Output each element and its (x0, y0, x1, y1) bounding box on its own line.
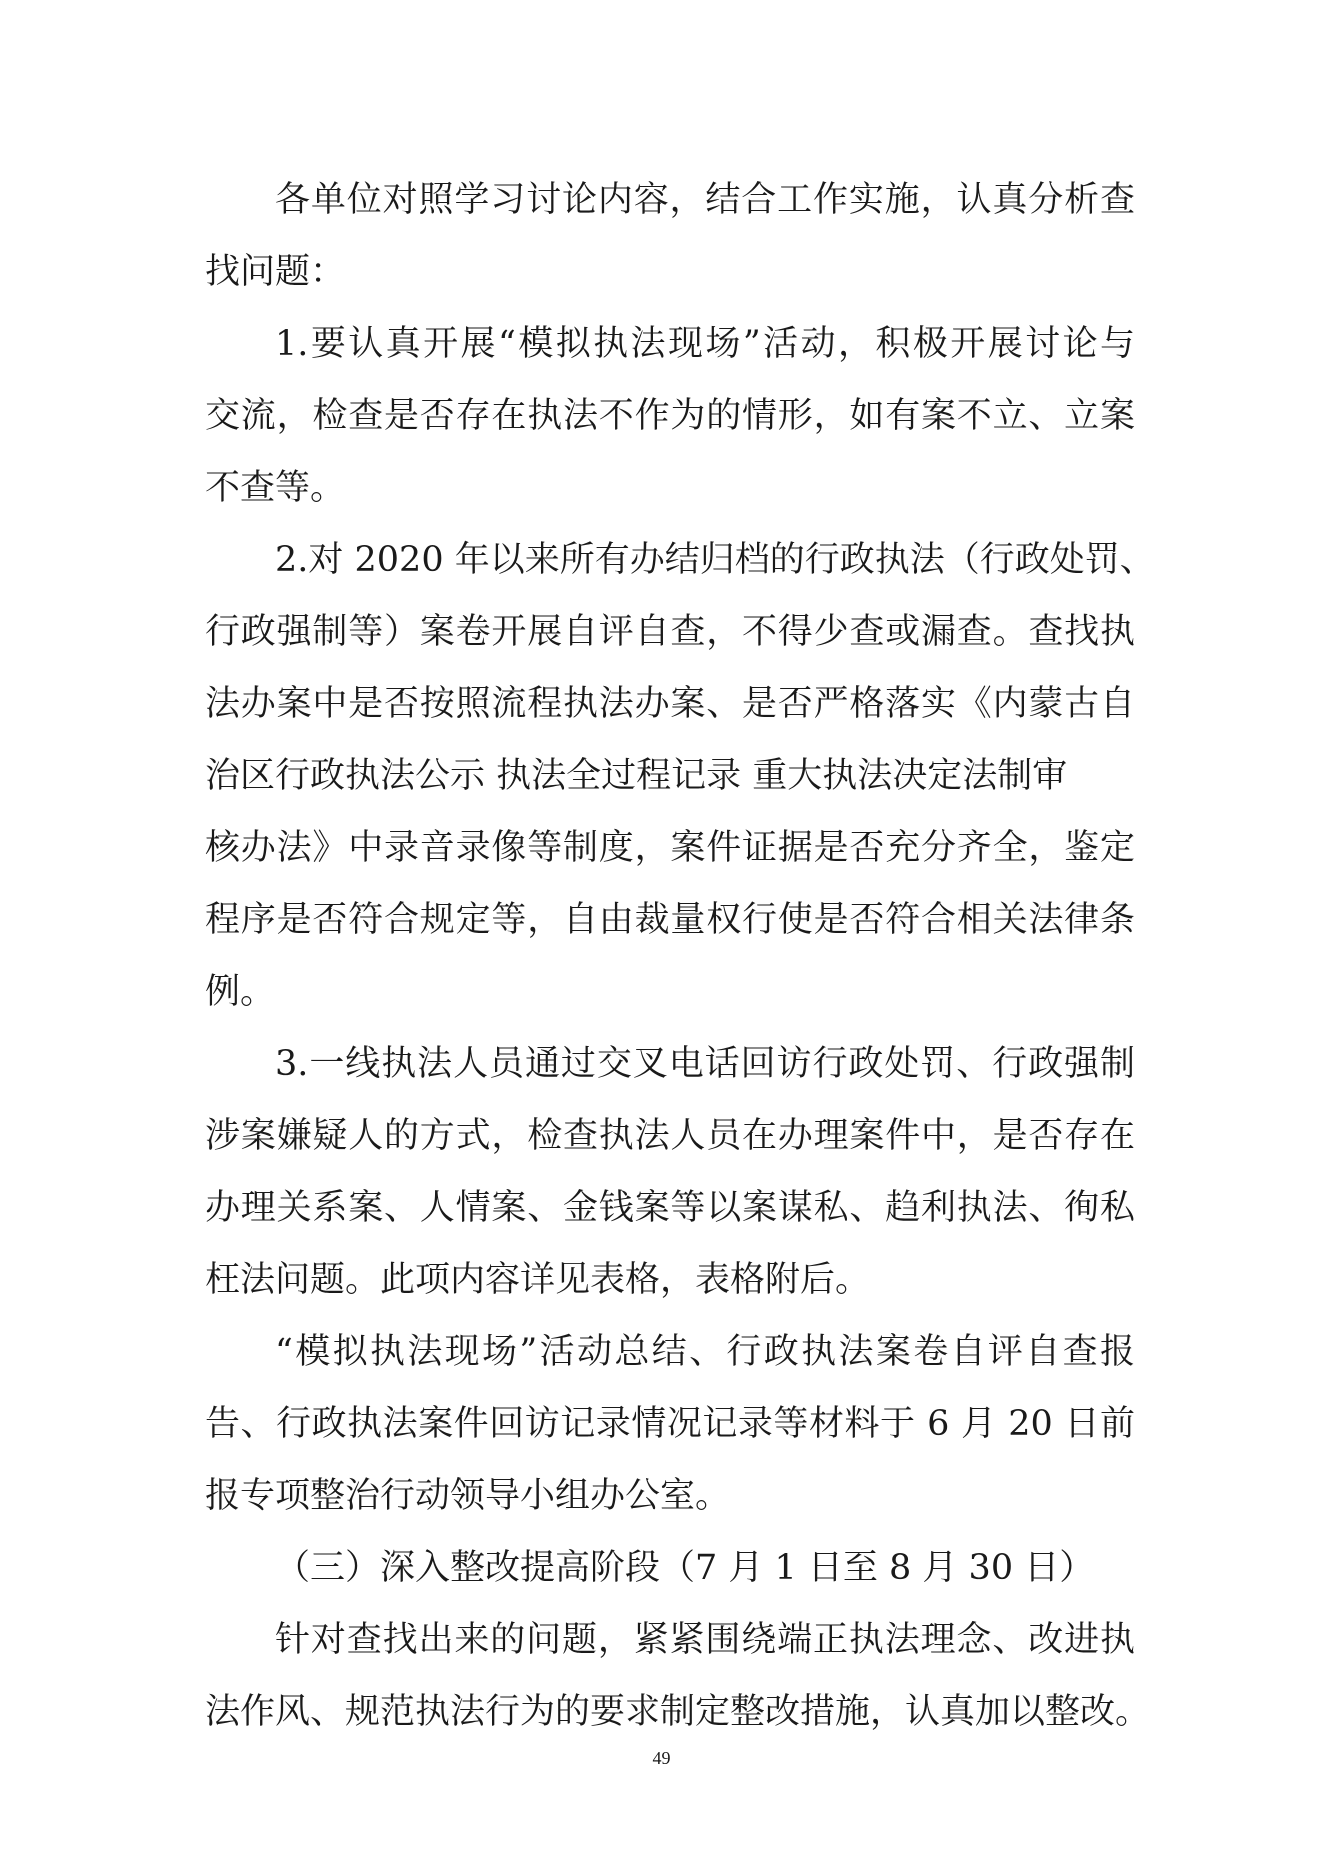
list-item-2-line: 2.对 2020 年以来所有办结归档的行政执法（行政处罚、 (275, 540, 1155, 580)
section-heading: （三）深入整改提高阶段（7 月 1 日至 8 月 30 日） (275, 1548, 1095, 1588)
paragraph-line: “模拟执法现场”活动总结、行政执法案卷自评自查报 (275, 1332, 1135, 1372)
paragraph-line: 找问题： (205, 252, 346, 292)
list-item-2-line: 法办案中是否按照流程执法办案、是否严格落实《内蒙古自 (205, 684, 1135, 724)
list-item-3-line: 3.一线执法人员通过交叉电话回访行政处罚、行政强制 (275, 1044, 1135, 1084)
list-item-3-line: 办理关系案、人情案、金钱案等以案谋私、趋利执法、徇私 (205, 1188, 1135, 1228)
list-item-3-line: 枉法问题。此项内容详见表格，表格附后。 (205, 1260, 871, 1300)
list-item-2-line: 程序是否符合规定等，自由裁量权行使是否符合相关法律条 (205, 900, 1135, 940)
list-item-2-line: 核办法》中录音录像等制度，案件证据是否充分齐全，鉴定 (205, 828, 1135, 868)
paragraph-line: 针对查找出来的问题，紧紧围绕端正执法理念、改进执 (275, 1620, 1135, 1660)
page-number: 49 (652, 1748, 671, 1768)
list-item-3-line: 涉案嫌疑人的方式，检查执法人员在办理案件中，是否存在 (205, 1116, 1135, 1156)
list-item-2-line: 行政强制等）案卷开展自评自查，不得少查或漏查。查找执 (205, 612, 1135, 652)
list-item-2-line: 治区行政执法公示 执法全过程记录 重大执法决定法制审 (205, 756, 1068, 796)
paragraph-line: 报专项整治行动领导小组办公室。 (205, 1476, 731, 1516)
list-item-1-line: 1.要认真开展“模拟执法现场”活动，积极开展讨论与 (275, 324, 1135, 364)
list-item-1-line: 交流，检查是否存在执法不作为的情形，如有案不立、立案 (205, 396, 1135, 436)
paragraph-line: 各单位对照学习讨论内容，结合工作实施，认真分析查 (275, 180, 1135, 220)
list-item-1-line: 不查等。 (205, 468, 346, 508)
paragraph-line: 告、行政执法案件回访记录情况记录等材料于 6 月 20 日前 (205, 1404, 1135, 1444)
paragraph-line: 法作风、规范执法行为的要求制定整改措施，认真加以整改。 (205, 1692, 1151, 1732)
list-item-2-line: 例。 (205, 972, 276, 1012)
